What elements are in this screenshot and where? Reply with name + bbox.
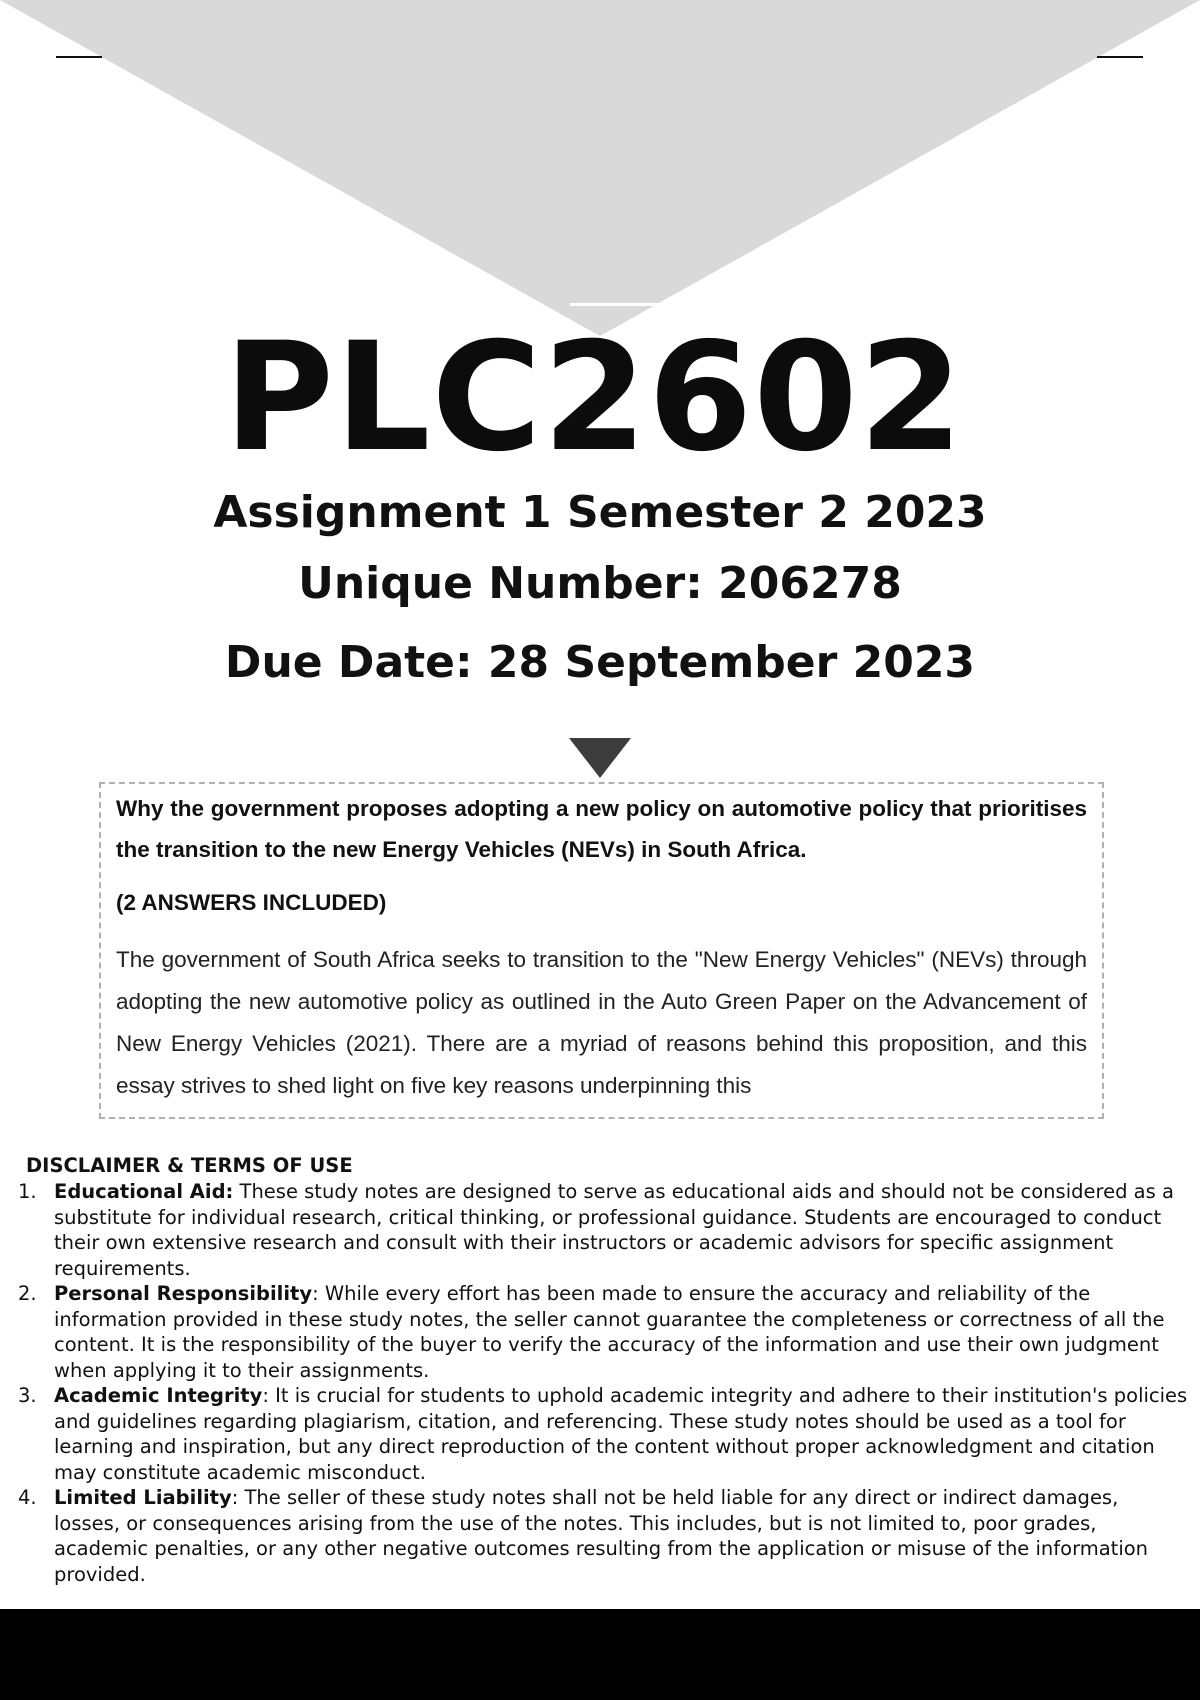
term-item-personal-responsibility [18, 1281, 1188, 1383]
term-heading: Academic Integrity [54, 1384, 263, 1407]
term-text: : The seller of these study notes shall not be held liable for any direct or indirect damages, losses, or consequences arising from the use of the notes. This includes, but is not limited to, poor grades, academic penalties, or any other negative outcomes resulting from the application or misuse of the information provided. [54, 1486, 1149, 1586]
term-number: 2. [18, 1282, 37, 1305]
term-number: 3. [18, 1384, 37, 1407]
term-number: 1. [18, 1180, 37, 1203]
unique-number-line: Unique Number: 206278 [298, 558, 902, 609]
term-text: These study notes are designed to serve as educational aids and should not be considered as a substitute for individual research, critical thinking, or professional guidance. Students are encouraged to conduct their own extensive research and consult with their instructors or academic advisors for specific assignment requirements. [54, 1180, 1174, 1280]
down-arrow-icon [569, 738, 631, 778]
bottom-bar [0, 1609, 1200, 1700]
chevron-highlight [570, 303, 660, 306]
preview-box [99, 782, 1104, 1119]
corner-mark-left [56, 56, 102, 58]
term-text: : While every effort has been made to ensure the accuracy and reliability of the information provided in these study notes, the seller cannot guarantee the completeness or correctness of all the content. It is the responsibility of the buyer to verify the accuracy of the information and use their own judgment when applying it to their assignments. [54, 1282, 1165, 1382]
answers-included-note: (2 ANSWERS INCLUDED) [116, 890, 387, 915]
assignment-line: Assignment 1 Semester 2 2023 [213, 487, 987, 538]
due-date-line: Due Date: 28 September 2023 [224, 637, 976, 688]
course-code-title: PLC2602 [223, 311, 965, 485]
preview-body-text: The government of South Africa seeks to transition to the "New Energy Vehicles" (NEVs) through adopting the new automotive policy as outlined in the Auto Green Paper on the Advancement of New Energy Vehicles (2021). There are a myriad of reasons behind this proposition, and this essay strives to shed light on five key reasons underpinning this [116, 947, 1087, 1098]
header-chevron-graphic [0, 0, 1200, 340]
term-text: : It is crucial for students to uphold academic integrity and adhere to their institution's policies and guidelines regarding plagiarism, citation, and referencing. These study notes should be used as a tool for learning and inspiration, but any direct reproduction of the content without proper acknowledgment and citation may constitute academic misconduct. [54, 1384, 1188, 1484]
term-item-academic-integrity [18, 1383, 1188, 1485]
disclaimer-heading: DISCLAIMER & TERMS OF USE [26, 1154, 353, 1177]
term-item-educational-aid [18, 1179, 1188, 1281]
term-number: 4. [18, 1486, 37, 1509]
term-item-limited-liability [18, 1485, 1188, 1587]
term-heading: Limited Liability [54, 1486, 232, 1509]
term-heading: Educational Aid: [54, 1180, 234, 1203]
preview-question: Why the government proposes adopting a new policy on automotive policy that prioritises the transition to the new Energy Vehicles (NEVs) in South Africa. [116, 796, 1087, 862]
disclaimer-section [18, 1153, 1188, 1587]
chevron-shape [0, 0, 1200, 336]
terms-list [18, 1179, 1188, 1587]
term-heading: Personal Responsibility [54, 1282, 313, 1305]
corner-mark-right [1097, 56, 1143, 58]
